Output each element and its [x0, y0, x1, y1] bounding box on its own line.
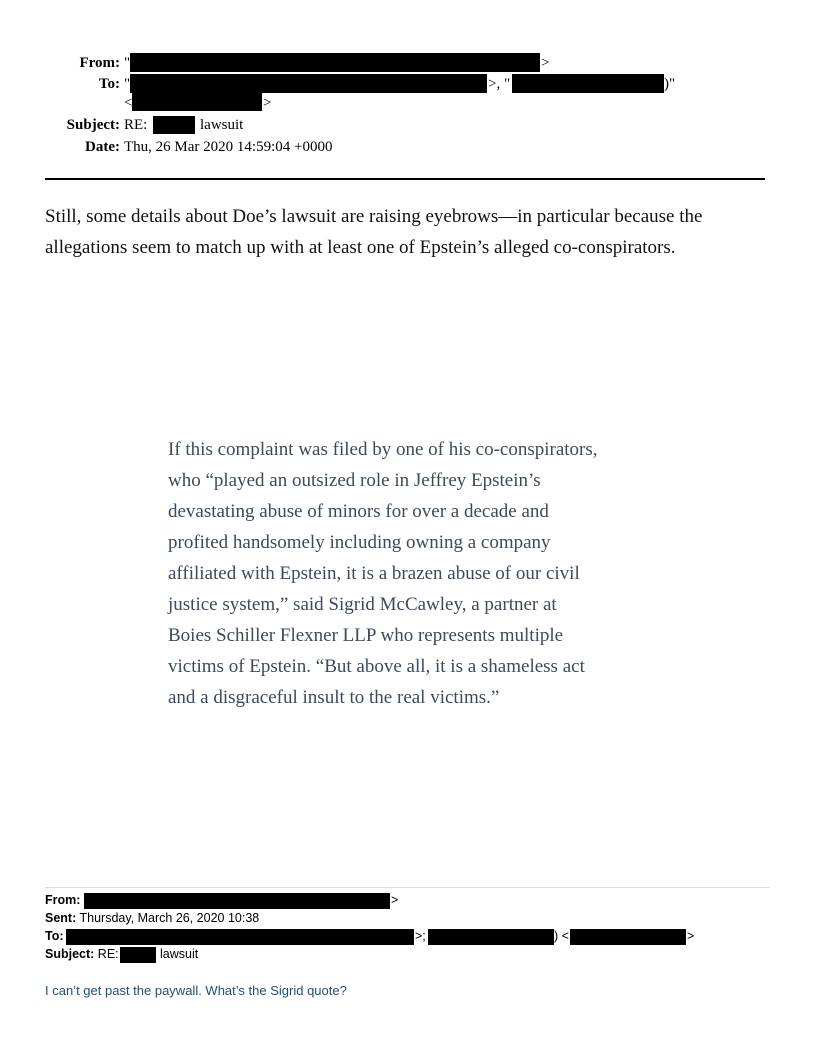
subject-suffix: lawsuit: [200, 117, 244, 133]
quote-line: profited handsomely including owning a company: [168, 532, 551, 553]
block-quote: [168, 434, 658, 713]
prior-to-row: [45, 929, 64, 943]
to-quote: ": [124, 76, 131, 92]
subject-label: Subject:: [66, 117, 120, 133]
quote-line: affiliated with Epstein, it is a brazen abuse of our civil: [168, 563, 580, 584]
quote-line: justice system,” said Sigrid McCawley, a partner at: [168, 594, 557, 615]
date-value: Thu, 26 Mar 2020 14:59:04 +0000: [124, 139, 333, 155]
quote-line: devastating abuse of minors for over a decade and: [168, 501, 549, 522]
quote-line: If this complaint was filed by one of his co-conspirators,: [168, 439, 598, 460]
redaction-bar: [132, 93, 262, 111]
redaction-bar: [428, 929, 554, 945]
prior-to-label: To:: [45, 929, 64, 943]
header-divider: [45, 178, 765, 180]
quote-line: who “played an outsized role in Jeffrey Epstein’s: [168, 470, 541, 491]
prior-subject-row: [45, 947, 119, 961]
body-paragraph: Still, some details about Doe’s lawsuit are raising eyebrows—in particular because the allegations seem to match up with at least one of Epstein’s alleged co-conspirators.: [45, 206, 703, 258]
prior-sent-value: Thursday, March 26, 2020 10:38: [79, 911, 260, 925]
prior-email-divider: [45, 887, 770, 888]
to-line2-open: <: [124, 95, 133, 111]
prior-from-close: >: [391, 893, 399, 907]
to-separator: >, ": [488, 76, 511, 92]
redaction-bar: [66, 929, 414, 945]
prior-to-sep2: ) <: [554, 929, 569, 943]
prior-subject-suffix: lawsuit: [160, 947, 199, 961]
to-label: To:: [98, 76, 120, 92]
redaction-bar: [570, 929, 686, 945]
from-label: From:: [79, 55, 120, 71]
prior-sent-label: Sent:: [45, 911, 77, 925]
from-quote: ": [124, 55, 131, 71]
prior-message-text: I can’t get past the paywall. What’s the Sigrid quote?: [45, 983, 347, 998]
from-close: >: [541, 55, 550, 71]
subject-prefix: RE:: [124, 117, 148, 133]
redaction-bar: [153, 116, 195, 134]
redaction-bar: [512, 74, 664, 93]
prior-to-close: >: [687, 929, 695, 943]
date-label: Date:: [85, 139, 120, 155]
quote-line: and a disgraceful insult to the real victims.”: [168, 687, 500, 708]
redaction-bar: [130, 74, 487, 93]
prior-subject-prefix: RE:: [97, 947, 119, 961]
to-line2-close: >: [263, 95, 272, 111]
prior-sent-row: [45, 911, 259, 925]
prior-from-row: [45, 893, 80, 907]
to-close: )": [664, 76, 676, 92]
quote-line: victims of Epstein. “But above all, it is a shameless act: [168, 656, 585, 677]
redaction-bar: [84, 893, 390, 909]
quote-line: Boies Schiller Flexner LLP who represents multiple: [168, 625, 564, 646]
prior-from-label: From:: [45, 893, 81, 907]
redaction-bar: [120, 947, 156, 963]
prior-to-sep1: >;: [415, 929, 426, 943]
prior-subject-label: Subject:: [45, 947, 95, 961]
redaction-bar: [130, 53, 540, 72]
